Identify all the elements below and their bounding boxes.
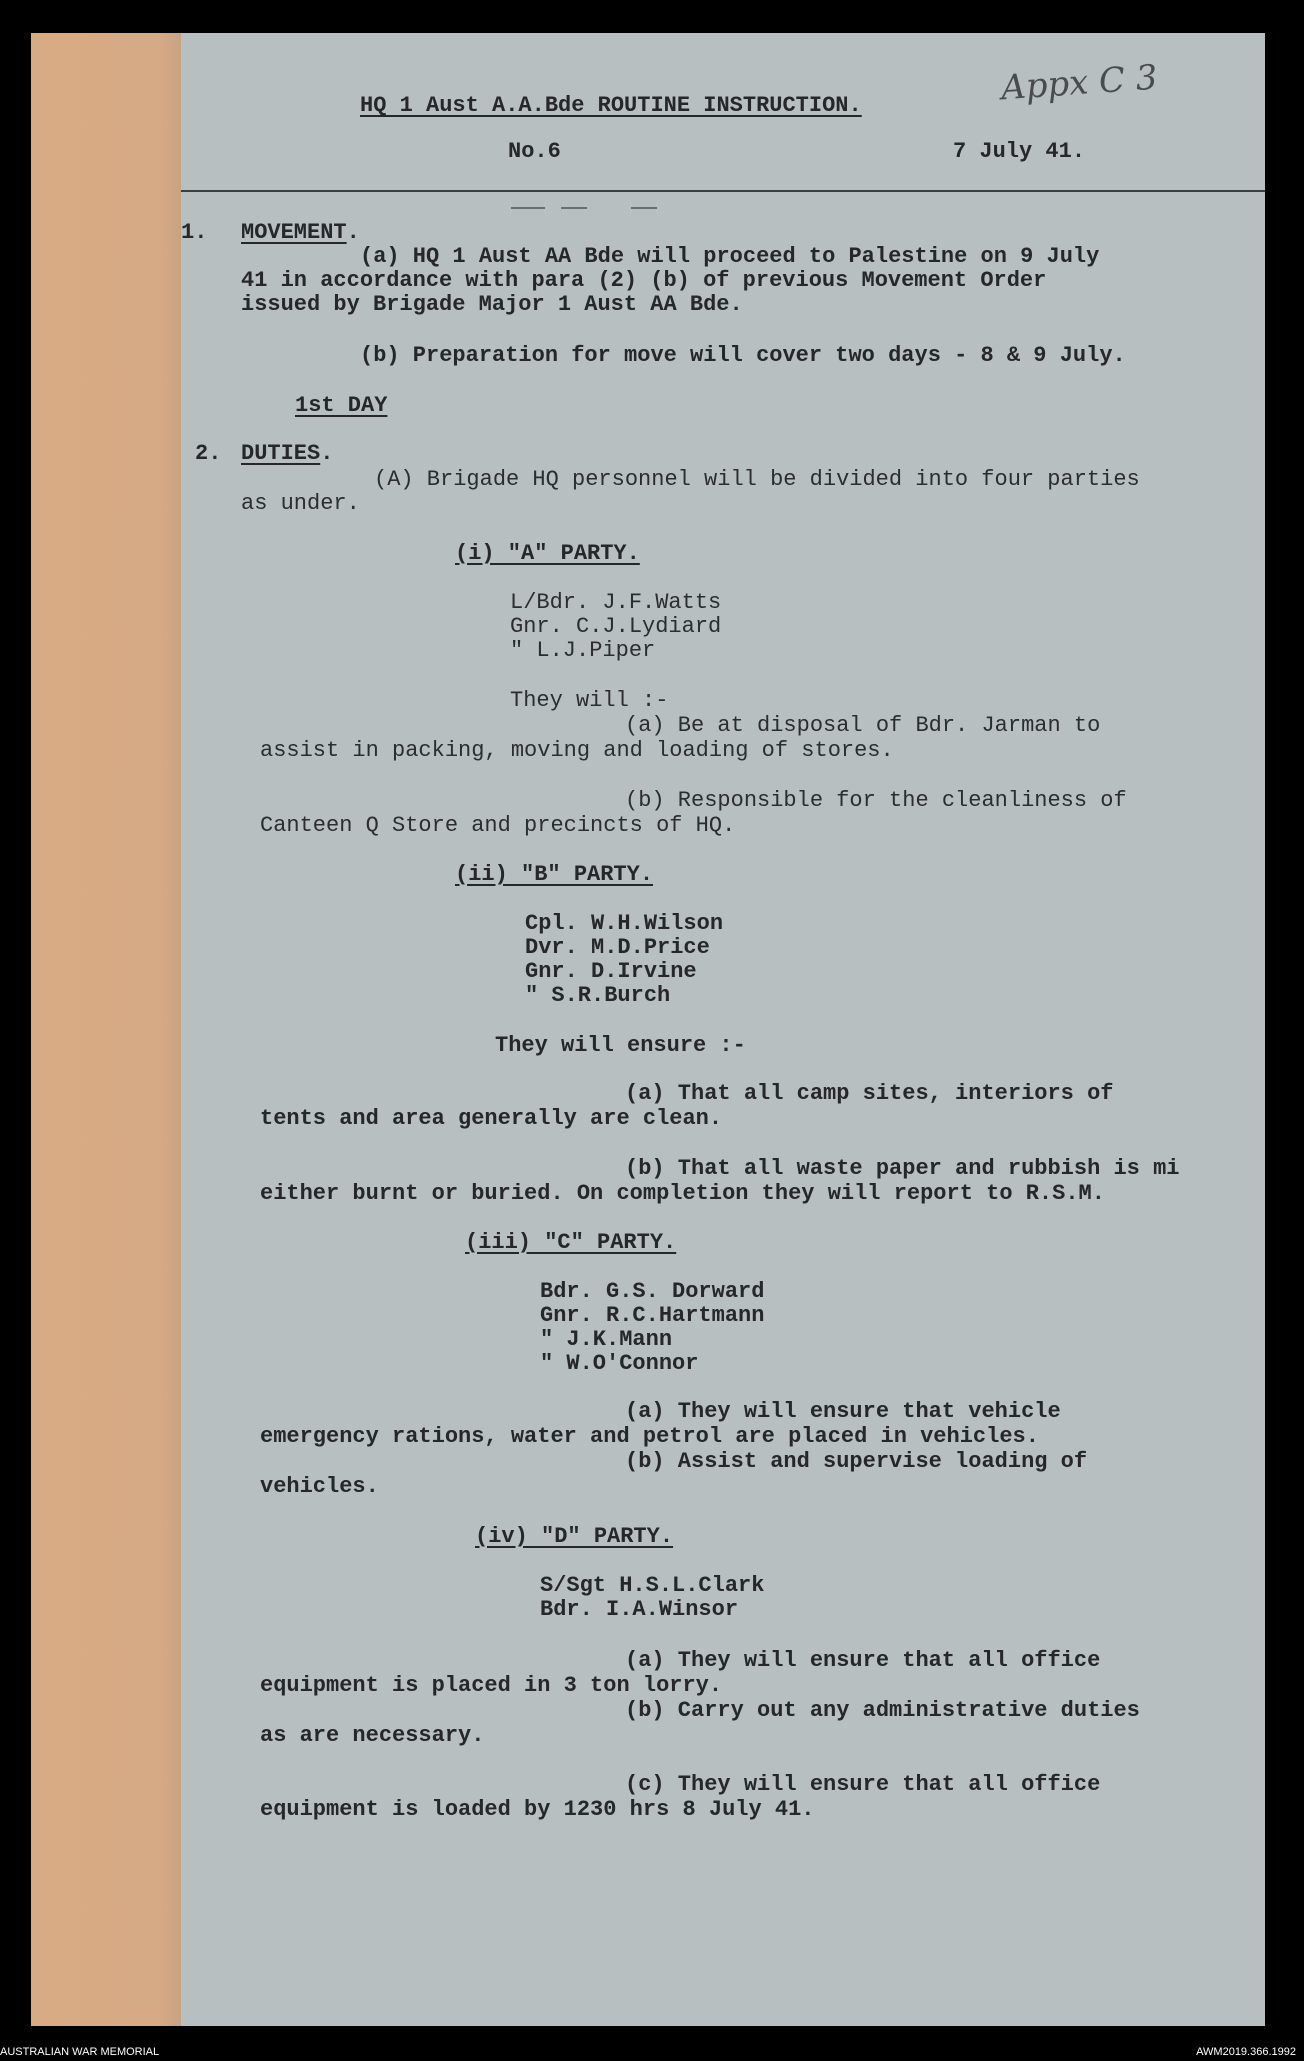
party-item: equipment is loaded by 1230 hrs 8 July 41.: [260, 1797, 815, 1822]
handwritten-annotation: Appx C 3: [999, 57, 1159, 109]
document-page: [31, 33, 1265, 2026]
party-member: " W.O'Connor: [540, 1351, 699, 1376]
party-item: (b) That all waste paper and rubbish is mi: [625, 1156, 1180, 1181]
party-member: " L.J.Piper: [510, 638, 656, 663]
header-dash: [631, 207, 657, 209]
party-member: Gnr. D.Irvine: [525, 959, 697, 984]
paragraph-line: as under.: [241, 491, 360, 516]
party-heading: (iv) "D" PARTY.: [475, 1524, 674, 1549]
heading-period: .: [346, 220, 360, 245]
section-heading: [241, 441, 333, 467]
party-item: tents and area generally are clean.: [260, 1106, 723, 1131]
party-item: (b) Assist and supervise loading of: [625, 1449, 1088, 1474]
party-member: Bdr. I.A.Winsor: [540, 1597, 739, 1622]
party-item: (b) Carry out any administrative duties: [625, 1698, 1140, 1723]
party-lead: They will :-: [510, 688, 669, 713]
party-member: L/Bdr. J.F.Watts: [510, 590, 722, 615]
paragraph-line: issued by Brigade Major 1 Aust AA Bde.: [241, 292, 743, 317]
duties-heading: DUTIES: [241, 441, 321, 466]
paragraph-line: (A) Brigade HQ personnel will be divided into four parties: [374, 467, 1140, 492]
party-item: vehicles.: [260, 1474, 379, 1499]
paragraph-line: 41 in accordance with para (2) (b) of previous Movement Order: [241, 268, 1047, 293]
header-dash: [561, 207, 587, 209]
party-lead: They will ensure :-: [495, 1033, 746, 1058]
day-heading: 1st DAY: [295, 393, 388, 418]
footer-right: AWM2019.366.1992: [1196, 2046, 1296, 2058]
party-heading: (ii) "B" PARTY.: [455, 862, 654, 887]
paragraph-line: (b) Preparation for move will cover two days - 8 & 9 July.: [360, 343, 1126, 368]
party-member: " S.R.Burch: [525, 983, 671, 1008]
party-item: equipment is placed in 3 ton lorry.: [260, 1673, 723, 1698]
party-heading: (iii) "C" PARTY.: [465, 1230, 677, 1255]
party-item: Canteen Q Store and precincts of HQ.: [260, 813, 736, 838]
movement-heading: MOVEMENT: [241, 220, 347, 245]
header-dash: [511, 207, 545, 209]
party-item: (a) They will ensure that all office: [625, 1648, 1101, 1673]
party-item: emergency rations, water and petrol are placed in vehicles.: [260, 1424, 1039, 1449]
party-item: (a) They will ensure that vehicle: [625, 1399, 1061, 1424]
party-member: S/Sgt H.S.L.Clark: [540, 1573, 765, 1598]
party-member: Cpl. W.H.Wilson: [525, 911, 724, 936]
section-heading: [241, 220, 360, 246]
party-member: Bdr. G.S. Dorward: [540, 1279, 765, 1304]
party-item: as are necessary.: [260, 1723, 485, 1748]
paper-edge-strip: [31, 33, 181, 2026]
party-item: (a) That all camp sites, interiors of: [625, 1081, 1114, 1106]
section-number: 1.: [181, 220, 208, 245]
paragraph-line: (a) HQ 1 Aust AA Bde will proceed to Palestine on 9 July: [360, 244, 1100, 269]
instruction-date: 7 July 41.: [953, 139, 1086, 164]
party-item: (a) Be at disposal of Bdr. Jarman to: [625, 713, 1101, 738]
heading-period: .: [320, 441, 334, 466]
party-member: Dvr. M.D.Price: [525, 935, 710, 960]
party-heading: (i) "A" PARTY.: [455, 541, 640, 566]
party-member: Gnr. C.J.Lydiard: [510, 614, 722, 639]
document-title: HQ 1 Aust A.A.Bde ROUTINE INSTRUCTION.: [360, 93, 862, 118]
party-item: (c) They will ensure that all office: [625, 1772, 1101, 1797]
header-rule: [181, 190, 1265, 192]
section-number: 2.: [195, 441, 222, 466]
party-item: either burnt or buried. On completion they will report to R.S.M.: [260, 1181, 1105, 1206]
footer-left: AUSTRALIAN WAR MEMORIAL: [0, 2046, 160, 2058]
party-member: " J.K.Mann: [540, 1327, 673, 1352]
party-item: (b) Responsible for the cleanliness of: [625, 788, 1127, 813]
party-item: assist in packing, moving and loading of stores.: [260, 738, 894, 763]
instruction-number: No.6: [508, 139, 561, 164]
party-member: Gnr. R.C.Hartmann: [540, 1303, 765, 1328]
